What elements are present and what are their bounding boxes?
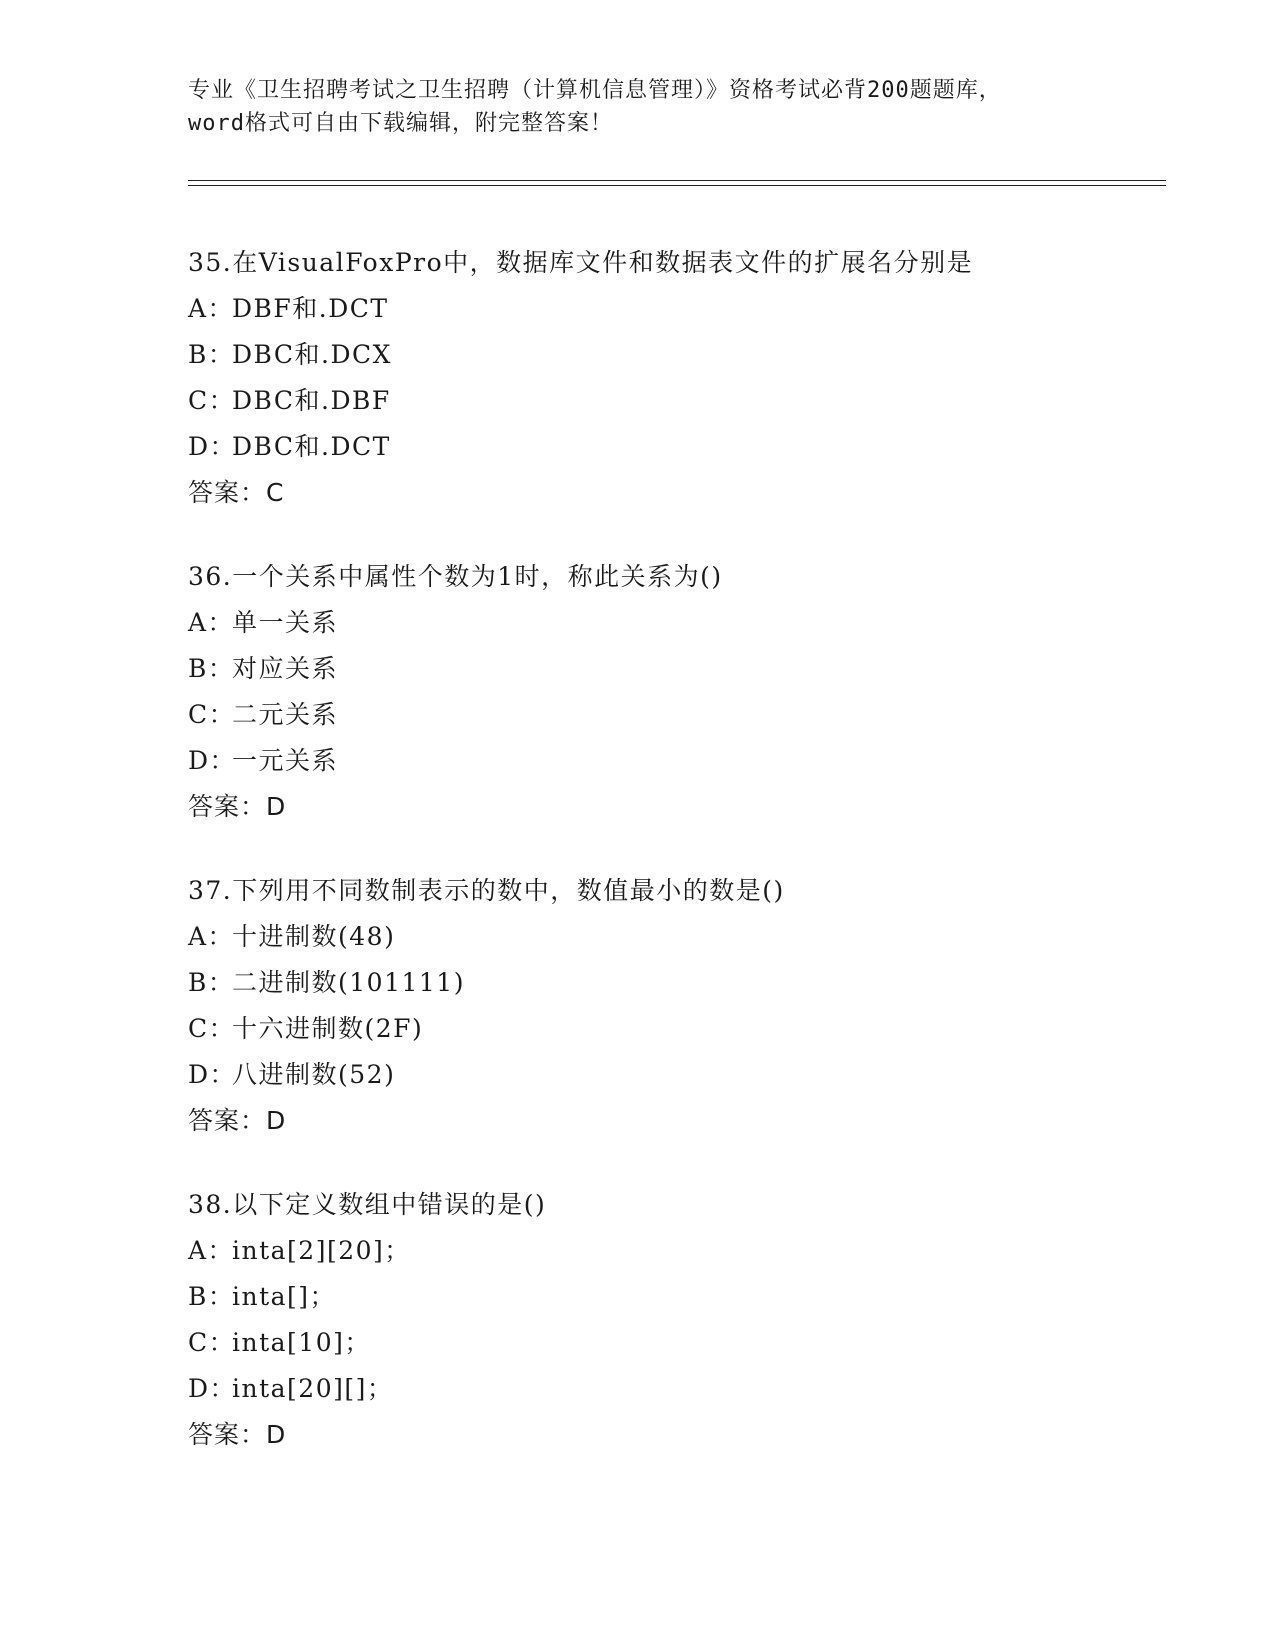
option-text: DBC和.DBF [232, 386, 391, 415]
option-c [188, 378, 1168, 424]
option-key: B： [188, 1282, 235, 1311]
option-text: inta[20][]； [232, 1374, 394, 1403]
option-text: 二进制数(101111) [232, 968, 465, 997]
option-d [188, 424, 1168, 470]
option-text: inta[10]； [232, 1328, 371, 1357]
option-b [188, 960, 1168, 1006]
option-text: DBF和.DCT [232, 294, 389, 323]
option-text: 对应关系 [232, 654, 339, 683]
option-text: 十六进制数(2F) [232, 1014, 424, 1043]
option-c [188, 1320, 1168, 1366]
option-d [188, 1052, 1168, 1098]
answer-line: 答案：D [188, 1420, 287, 1449]
header-divider-bottom [188, 185, 1166, 186]
question-36 [188, 554, 1168, 830]
option-key: C： [188, 386, 236, 415]
question-stem: 36.一个关系中属性个数为1时，称此关系为() [188, 562, 723, 591]
option-key: A： [188, 294, 235, 323]
question-stem: 35.在VisualFoxPro中，数据库文件和数据表文件的扩展名分别是 [188, 248, 974, 277]
option-text: inta[2][20]； [232, 1236, 411, 1265]
header-divider-top [188, 180, 1166, 181]
option-key: D： [188, 432, 237, 461]
option-key: C： [188, 1328, 236, 1357]
option-key: A： [188, 922, 235, 951]
option-key: A： [188, 608, 235, 637]
document-header [188, 74, 1088, 140]
option-b [188, 1274, 1168, 1320]
option-text: 单一关系 [232, 608, 339, 637]
question-37 [188, 868, 1168, 1144]
option-text: DBC和.DCT [232, 432, 391, 461]
option-d [188, 738, 1168, 784]
question-35 [188, 240, 1168, 516]
option-c [188, 1006, 1168, 1052]
option-text: 八进制数(52) [232, 1060, 396, 1089]
option-key: A： [188, 1236, 235, 1265]
answer-line: 答案：D [188, 1106, 287, 1135]
option-text: 十进制数(48) [232, 922, 396, 951]
answer-line: 答案：D [188, 792, 287, 821]
header-line-1: 专业《卫生招聘考试之卫生招聘（计算机信息管理）》资格考试必背200题题库， [188, 78, 1002, 103]
question-stem: 37.下列用不同数制表示的数中，数值最小的数是() [188, 876, 785, 905]
option-key: D： [188, 1374, 237, 1403]
option-b [188, 646, 1168, 692]
option-a [188, 914, 1168, 960]
option-key: B： [188, 654, 235, 683]
option-key: C： [188, 700, 236, 729]
header-line-2: word格式可自由下载编辑，附完整答案！ [188, 111, 613, 136]
option-d [188, 1366, 1168, 1412]
option-text: inta[]； [232, 1282, 337, 1311]
option-a [188, 600, 1168, 646]
option-b [188, 332, 1168, 378]
option-key: D： [188, 746, 237, 775]
answer-line: 答案：C [188, 478, 285, 507]
option-a [188, 1228, 1168, 1274]
option-key: C： [188, 1014, 236, 1043]
option-text: DBC和.DCX [232, 340, 392, 369]
question-38 [188, 1182, 1168, 1458]
option-key: D： [188, 1060, 237, 1089]
option-text: 一元关系 [232, 746, 339, 775]
option-a [188, 286, 1168, 332]
option-key: B： [188, 340, 235, 369]
option-c [188, 692, 1168, 738]
option-text: 二元关系 [232, 700, 339, 729]
question-stem: 38.以下定义数组中错误的是() [188, 1190, 547, 1219]
option-key: B： [188, 968, 235, 997]
